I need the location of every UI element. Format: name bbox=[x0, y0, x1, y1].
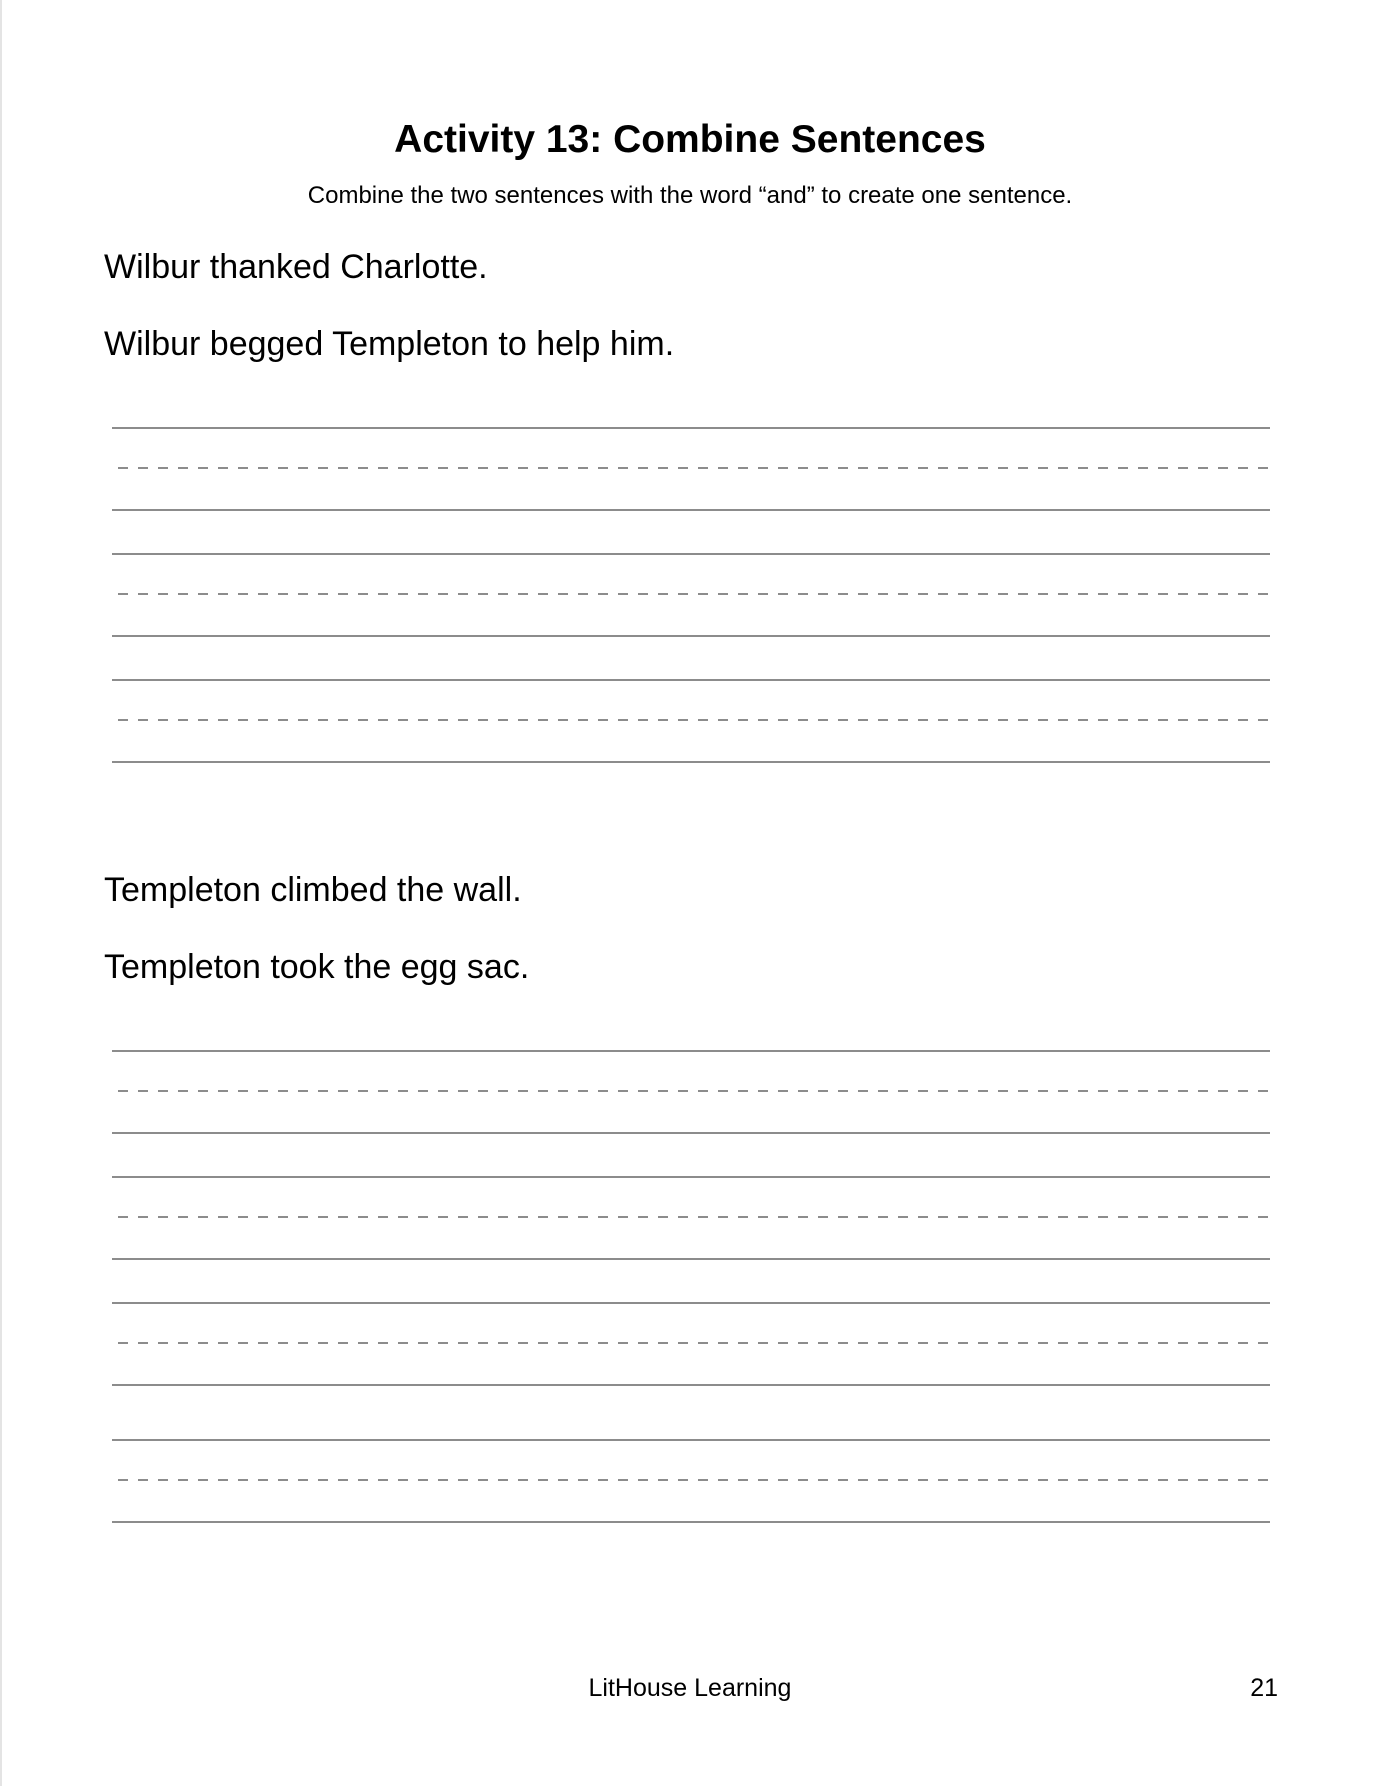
midline-dashed bbox=[118, 719, 1270, 721]
exercise-1-sentence-1: Wilbur thanked Charlotte. bbox=[104, 248, 488, 286]
exercise-2-sentence-1: Templeton climbed the wall. bbox=[104, 871, 522, 909]
top-line bbox=[112, 1050, 1270, 1052]
base-line bbox=[112, 1521, 1270, 1523]
page-edge bbox=[0, 0, 2, 1786]
handwriting-row[interactable] bbox=[112, 1302, 1270, 1386]
exercise-1-sentence-2: Wilbur begged Templeton to help him. bbox=[104, 325, 675, 363]
instructions: Combine the two sentences with the word “and” to create one sentence. bbox=[307, 182, 1073, 209]
base-line bbox=[112, 761, 1270, 763]
handwriting-row[interactable] bbox=[112, 1176, 1270, 1260]
handwriting-row[interactable] bbox=[112, 427, 1270, 511]
midline-dashed bbox=[118, 1216, 1270, 1218]
midline-dashed bbox=[118, 467, 1270, 469]
base-line bbox=[112, 509, 1270, 511]
handwriting-row[interactable] bbox=[112, 679, 1270, 763]
exercise-1-writing-area[interactable] bbox=[112, 427, 1270, 763]
top-line bbox=[112, 1302, 1270, 1304]
exercise-2-sentence-2: Templeton took the egg sac. bbox=[104, 948, 530, 986]
base-line bbox=[112, 1132, 1270, 1134]
top-line bbox=[112, 553, 1270, 555]
top-line bbox=[112, 679, 1270, 681]
handwriting-row[interactable] bbox=[112, 553, 1270, 637]
handwriting-row[interactable] bbox=[112, 1050, 1270, 1134]
midline-dashed bbox=[118, 1342, 1270, 1344]
exercise-2-writing-area[interactable] bbox=[112, 1050, 1270, 1523]
base-line bbox=[112, 1258, 1270, 1260]
base-line bbox=[112, 635, 1270, 637]
page-number: 21 bbox=[1250, 1674, 1278, 1702]
footer-publisher: LitHouse Learning bbox=[588, 1674, 792, 1702]
handwriting-row[interactable] bbox=[112, 1439, 1270, 1523]
top-line bbox=[112, 427, 1270, 429]
page-title: Activity 13: Combine Sentences bbox=[394, 118, 986, 161]
midline-dashed bbox=[118, 1479, 1270, 1481]
top-line bbox=[112, 1176, 1270, 1178]
midline-dashed bbox=[118, 593, 1270, 595]
top-line bbox=[112, 1439, 1270, 1441]
midline-dashed bbox=[118, 1090, 1270, 1092]
base-line bbox=[112, 1384, 1270, 1386]
